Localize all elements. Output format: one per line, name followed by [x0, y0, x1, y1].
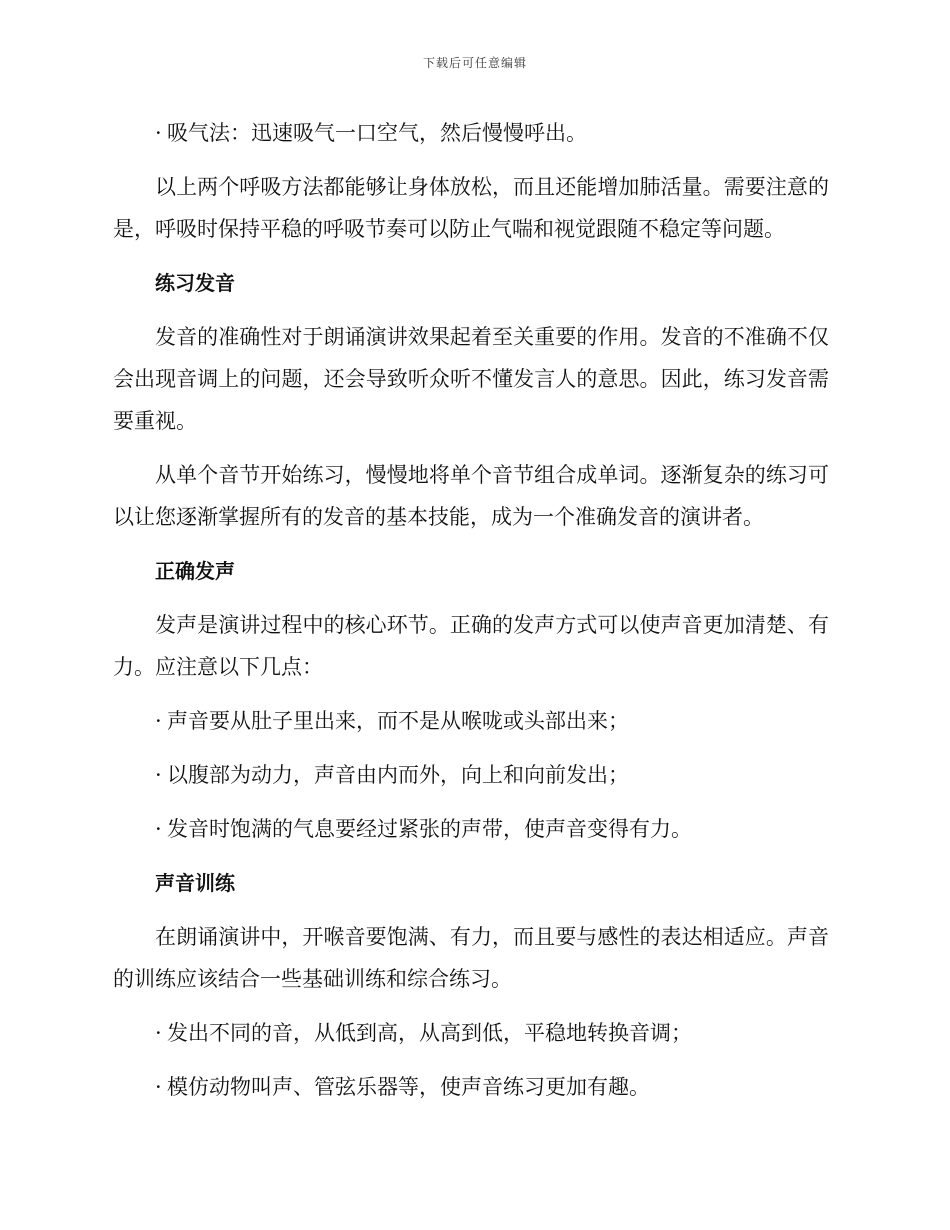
section-heading: 声音训练: [155, 871, 235, 895]
bullet-item: [113, 1066, 829, 1108]
page-header: 下载后可任意编辑: [422, 56, 527, 70]
paragraph: 从单个音节开始练习，慢慢地将单个音节组合成单词。逐渐复杂的练习可以让您逐渐掌握所有的发音的基本技能，成为一个准确发音的演讲者。: [113, 463, 829, 529]
bullet-dot: ·: [155, 709, 162, 733]
bullet-dot: ·: [155, 1021, 162, 1045]
bullet-item: [113, 112, 829, 154]
bullet-item: [113, 808, 829, 850]
paragraph: 以上两个呼吸方法都能够让身体放松，而且还能增加肺活量。需要注意的是，呼吸时保持平稳的呼吸节奏可以防止气喘和视觉跟随不稳定等问题。: [113, 175, 829, 241]
paragraph: 发声是演讲过程中的核心环节。正确的发声方式可以使声音更加清楚、有力。应注意以下几点：: [113, 613, 829, 679]
bullet-text: 发出不同的音，从低到高，从高到低，平稳地转换音调；: [167, 1021, 692, 1045]
bullet-dot: ·: [155, 763, 162, 787]
section-heading: 正确发声: [155, 559, 235, 583]
bullet-text: 发音时饱满的气息要经过紧张的声带，使声音变得有力。: [167, 817, 692, 841]
bullet-item: [113, 754, 829, 796]
bullet-text: 以腹部为动力，声音由内而外，向上和向前发出；: [167, 763, 629, 787]
bullet-dot: ·: [155, 1075, 162, 1099]
bullet-text: 吸气法：迅速吸气一口空气，然后慢慢呼出。: [167, 121, 587, 145]
paragraph: 发音的准确性对于朗诵演讲效果起着至关重要的作用。发音的不准确不仅会出现音调上的问题，还会导致听众听不懂发言人的意思。因此，练习发音需要重视。: [113, 325, 829, 433]
bullet-item: [113, 700, 829, 742]
bullet-item: [113, 1012, 829, 1054]
bullet-text: 声音要从肚子里出来，而不是从喉咙或头部出来；: [167, 709, 629, 733]
bullet-dot: ·: [155, 121, 162, 145]
document-body: [113, 112, 829, 1120]
bullet-dot: ·: [155, 817, 162, 841]
section-heading: 练习发音: [155, 271, 235, 295]
bullet-text: 模仿动物叫声、管弦乐器等，使声音练习更加有趣。: [167, 1075, 650, 1099]
paragraph: 在朗诵演讲中，开喉音要饱满、有力，而且要与感性的表达相适应。声音的训练应该结合一些基础训练和综合练习。: [113, 925, 829, 991]
